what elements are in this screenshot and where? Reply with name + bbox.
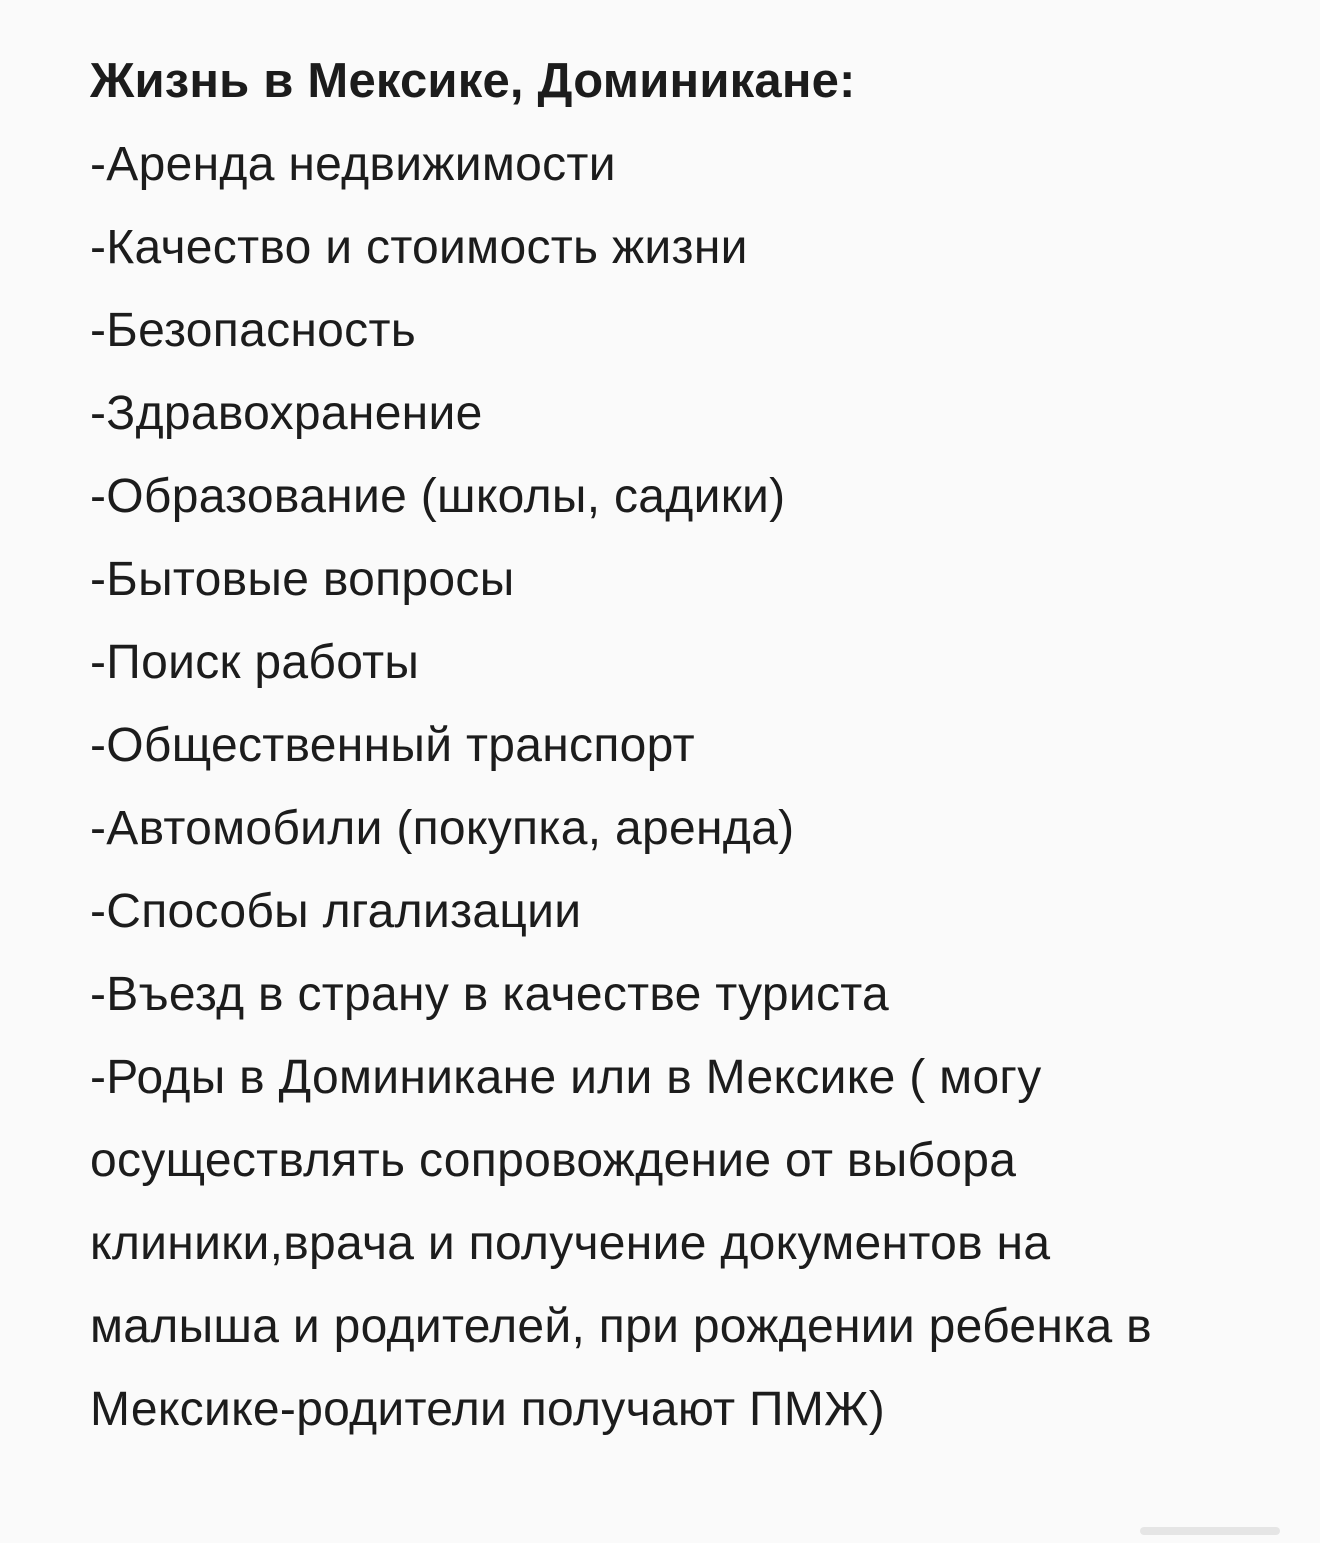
list-item: -Здравохранение (90, 387, 483, 440)
list-item: -Бытовые вопросы (90, 553, 515, 606)
list-item: -Въезд в страну в качестве туриста (90, 968, 890, 1021)
document-page (90, 40, 1290, 1451)
list-item: -Безопасность (90, 304, 417, 357)
list-item: -Качество и стоимость жизни (90, 221, 748, 274)
list-item: -Общественный транспорт (90, 719, 695, 772)
list-item: -Способы лгализации (90, 885, 582, 938)
list-item: -Аренда недвижимости (90, 138, 616, 191)
document-title: Жизнь в Мексике, Доминикане: (90, 54, 856, 108)
topics-list (90, 123, 1290, 1451)
list-item: -Поиск работы (90, 636, 420, 689)
watermark-mark (1140, 1521, 1280, 1541)
list-item: -Роды в Доминикане или в Мексике ( могу осуществлять сопровождение от выбора клиники,врача и получение документов на малыша и родителей, при рождении ребенка в Мексике-родители получают ПМЖ) (90, 1051, 1152, 1436)
list-item: -Автомобили (покупка, аренда) (90, 802, 795, 855)
list-item: -Образование (школы, садики) (90, 470, 786, 523)
